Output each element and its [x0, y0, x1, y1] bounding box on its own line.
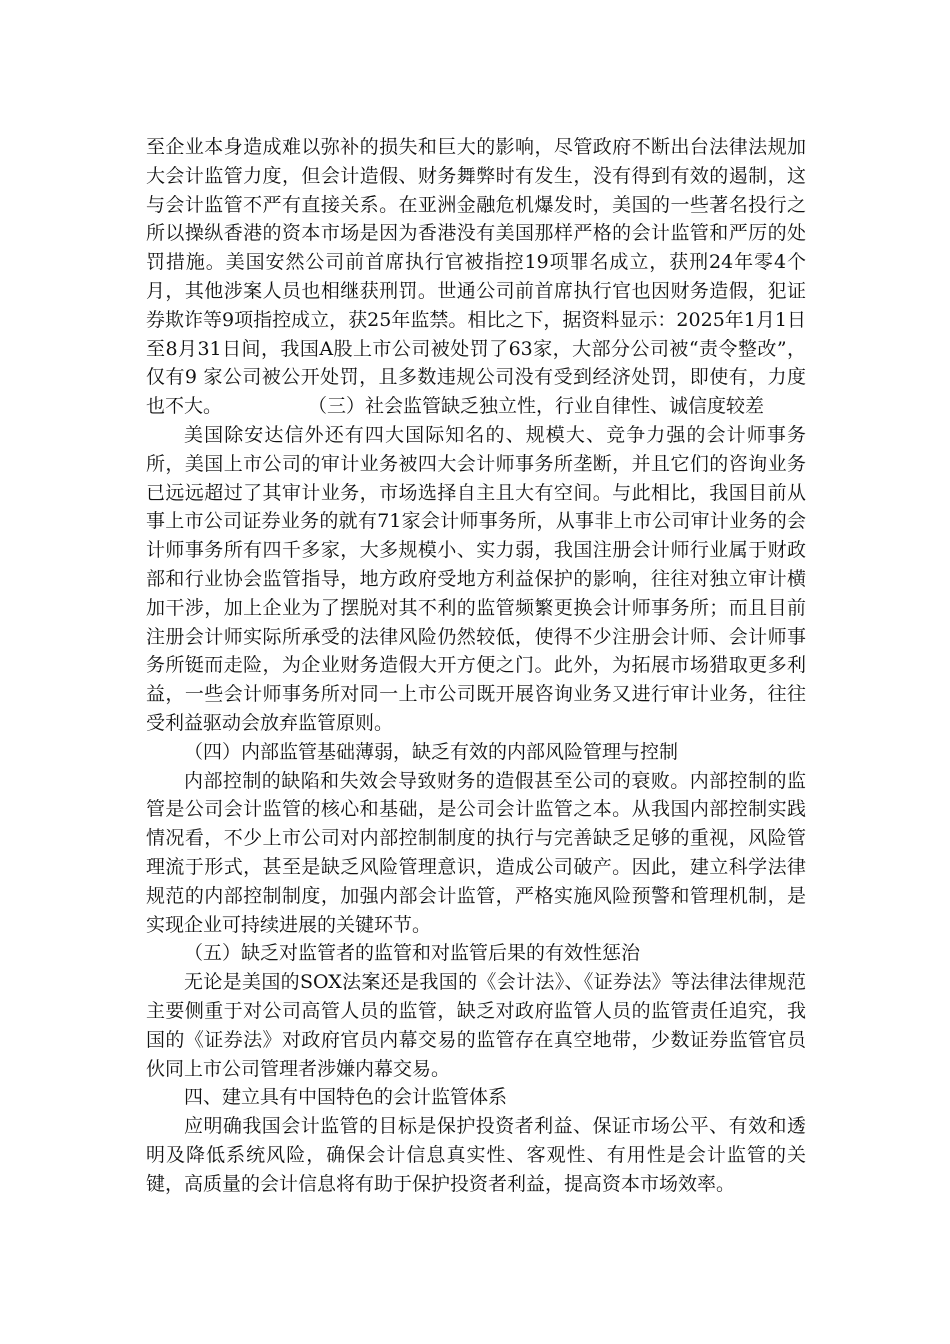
paragraph-6: 无论是美国的SOX法案还是我国的《会计法》、《证券法》等法律法律规范主要侧重于对公司高管人员的监管，缺乏对政府监管人员的监管责任追究，我国的《证券法》对政府官员内幕交易的监管存在真空地带，少数证券监管官员伙同上市公司管理者涉嫌内幕交易。: [146, 971, 806, 1080]
paragraph-1-text: 至企业本身造成难以弥补的损失和巨大的影响，尽管政府不断出台法律法规加大会计监管力度，但会计造假、财务舞弊时有发生，没有得到有效的遏制，这与会计监管不严有直接关系。在亚洲金融危机爆发时，美国的一些著名投行之所以操纵香港的资本市场是因为香港没有美国那样严格的会计监管和严厉的处罚措施。美国安然公司前首席执行官被指控19项罪名成立，获刑24年零4个月，其他涉案人员也相继获刑罚。世通公司前首席执行官也因财务造假，犯证券欺诈等9项指控成立，获25年监禁。相比之下，据资料显示：2025年1月1日至8月31日间，我国A股上市公司被处罚了63家，大部分公司被“责令整改”，仅有9 家公司被公开处罚，且多数违规公司没有受到经济处罚，即使有，力度也不大。: [146, 136, 806, 418]
section-heading-3: （三）社会监管缺乏独立性，行业自律性、诚信度较差: [308, 395, 765, 418]
document-body: [146, 133, 806, 1198]
paragraph-4: 内部控制的缺陷和失效会导致财务的造假甚至公司的衰败。内部控制的监管是公司会计监管的核心和基础，是公司会计监管之本。从我国内部控制实践情况看，不少上市公司对内部控制制度的执行与完善缺乏足够的重视，风险管理流于形式，甚至是缺乏风险管理意识，造成公司破产。因此，建立科学法律规范的内部控制制度，加强内部会计监管，严格实施风险预警和管理机制，是实现企业可持续进展的关键环节。: [146, 769, 806, 936]
chapter-heading-4: 四、建立具有中国特色的会计监管体系: [184, 1086, 508, 1109]
section-heading-5: （五）缺乏对监管者的监管和对监管后果的有效性惩治: [184, 942, 641, 965]
paragraph-2: 美国除安达信外还有四大国际知名的、规模大、竞争力强的会计师事务所，美国上市公司的审计业务被四大会计师事务所垄断，并且它们的咨询业务已远远超过了其审计业务，市场选择自主且大有空间。与此相比，我国目前从事上市公司证券业务的就有71家会计师事务所，从事非上市公司审计业务的会计师事务所有四千多家，大多规模小、实力弱，我国注册会计师行业属于财政部和行业协会监管指导，地方政府受地方利益保护的影响，往往对独立审计横加干涉，加上企业为了摆脱对其不利的监管频繁更换会计师事务所；而且目前注册会计师实际所承受的法律风险仍然较低，使得不少注册会计师、会计师事务所铤而走险，为企业财务造假大开方便之门。此外，为拓展市场猎取更多利益，一些会计师事务所对同一上市公司既开展咨询业务又进行审计业务，往往受利益驱动会放弃监管原则。: [146, 423, 806, 734]
section-heading-4: （四）内部监管基础薄弱，缺乏有效的内部风险管理与控制: [184, 740, 679, 763]
paragraph-1: [146, 133, 806, 421]
paragraph-8: 应明确我国会计监管的目标是保护投资者利益、保证市场公平、有效和透明及降低系统风险，确保会计信息真实性、客观性、有用性是会计监管的关键，高质量的会计信息将有助于保护投资者利益，提高资本市场效率。: [146, 1115, 806, 1195]
